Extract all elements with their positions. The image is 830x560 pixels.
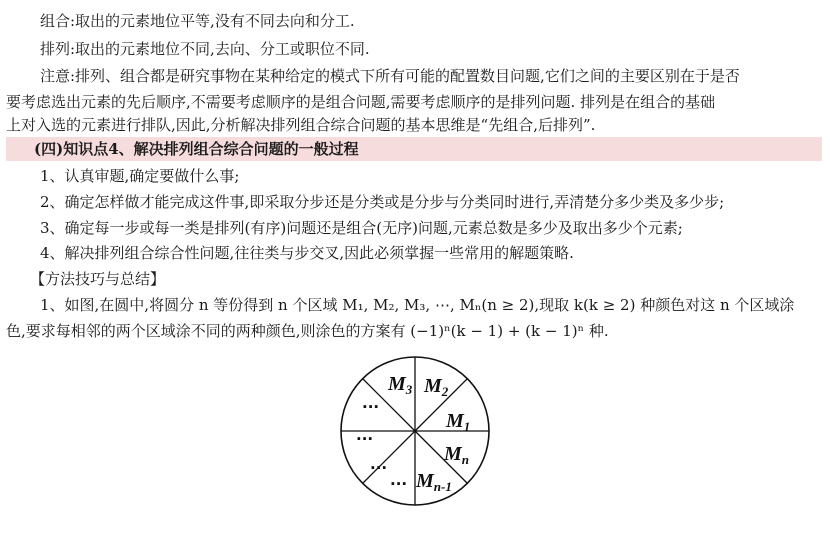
circle-diagram	[336, 352, 494, 510]
methods-heading: 【方法技巧与总结】	[30, 270, 166, 288]
region-label-m3: $M_3$	[388, 373, 413, 397]
region-label-m2: $M_2$	[424, 375, 449, 399]
step-1: 1、认真审题,确定要做什么事;	[40, 167, 240, 185]
step-3: 3、确定每一步或每一类是排列(有序)问题还是组合(无序)问题,元素总数是多少及取出多少个元素;	[40, 219, 683, 237]
divided-circle-figure	[336, 352, 494, 514]
region-label-dots-2: ...	[356, 426, 374, 444]
region-label-mn: $M_n$	[444, 443, 470, 467]
region-label-mn-1: $M_{n-1}$	[416, 470, 452, 494]
region-label-m1: $M_1$	[446, 410, 471, 434]
region-label-dots-1: ...	[362, 394, 380, 412]
method-item-1-line-1: 1、如图,在圆中,将圆分 n 等份得到 n 个区域 M₁, M₂, M₃, ⋯, Mₙ(n ≥ 2),现取 k(k ≥ 2) 种颜色对这 n 个区域涂	[40, 296, 795, 314]
note-line-2: 要考虑选出元素的先后顺序,不需要考虑顺序的是组合问题,需要考虑顺序的是排列问题. 排列是在组合的基础	[6, 93, 716, 111]
note-line-3: 上对入选的元素进行排队,因此,分析解决排列组合综合问题的基本思维是“先组合,后排列”.	[6, 116, 596, 134]
note-line-1: 注意:排列、组合都是研究事物在某种给定的模式下所有可能的配置数目问题,它们之间的主要区别在于是否	[40, 67, 740, 85]
section-title: (四)知识点4、解决排列组合综合问题的一般过程	[34, 140, 359, 158]
region-label-dots-4: ...	[390, 471, 408, 489]
permutation-definition: 排列:取出的元素地位不同,去向、分工或职位不同.	[40, 40, 370, 58]
step-2: 2、确定怎样做才能完成这件事,即采取分步还是分类或是分步与分类同时进行,弄清楚分多少类及多少步;	[40, 193, 725, 211]
step-4: 4、解决排列组合综合性问题,往往类与步交叉,因此必须掌握一些常用的解题策略.	[40, 244, 574, 262]
method-item-1-line-2: 色,要求每相邻的两个区域涂不同的两种颜色,则涂色的方案有 (−1)ⁿ(k − 1) + (k − 1)ⁿ 种.	[6, 322, 609, 340]
combination-definition: 组合:取出的元素地位平等,没有不同去向和分工.	[40, 12, 355, 30]
region-label-dots-3: ...	[370, 455, 388, 473]
